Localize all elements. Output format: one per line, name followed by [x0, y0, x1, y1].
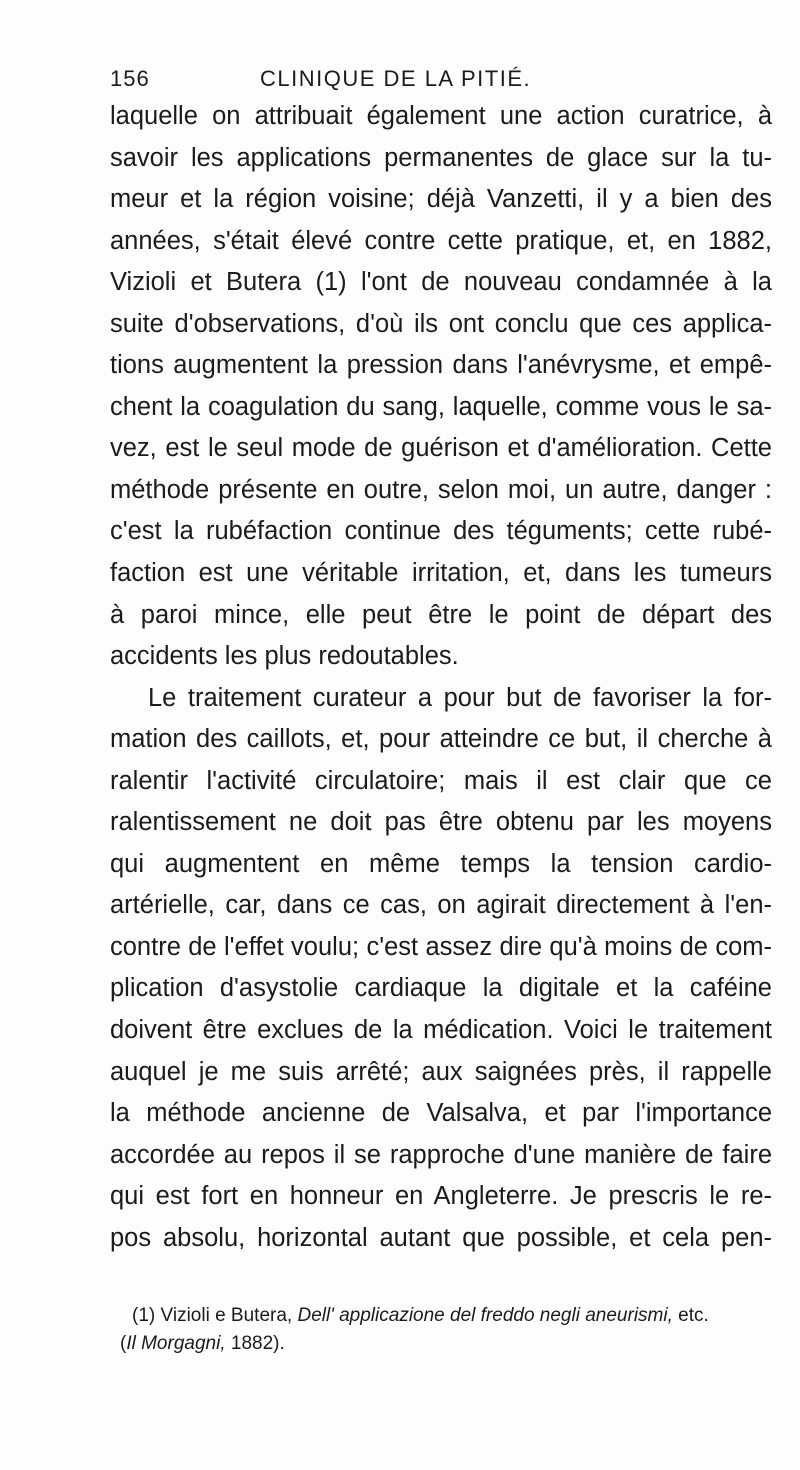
footnote-etc: etc. [678, 1305, 709, 1326]
text-line: tions augmentent la pression dans l'anévrysme, et empê- [110, 351, 772, 380]
text-line: plication d'asystolie cardiaque la digitale et la caféine [110, 974, 772, 1003]
text-line: artérielle, car, dans ce cas, on agirait directement à l'en- [110, 891, 772, 920]
text-line: à paroi mince, elle peut être le point de départ des [110, 600, 772, 629]
footnote-authors: Vizioli e Butera, [160, 1305, 293, 1326]
text-line: vez, est le seul mode de guérison et d'amélioration. Cette [110, 434, 772, 463]
text-line: suite d'observations, d'où ils ont conclu que ces applica- [110, 309, 772, 338]
text-line: Le traitement curateur a pour but de favoriser la for- [148, 683, 772, 712]
text-line: chent la coagulation du sang, laquelle, comme vous le sa- [110, 392, 772, 421]
text-line: faction est une véritable irritation, et, dans les tumeurs [110, 559, 772, 588]
text-line: accidents les plus redoutables. [110, 642, 459, 671]
text-line: meur et la région voisine; déjà Vanzetti, il y a bien des [110, 185, 772, 214]
footnote-line [132, 1302, 772, 1330]
text-line: laquelle on attribuait également une action curatrice, à [110, 102, 772, 130]
page-number: 156 [110, 66, 150, 91]
footnote-close: ). [273, 1333, 285, 1354]
footnote-year: 1882 [230, 1333, 274, 1354]
page-header [110, 66, 770, 96]
text-line: mation des caillots, et, pour atteindre ce but, il cherche à [110, 725, 772, 754]
text-line: doivent être exclues de la médication. Voici le traitement [110, 1016, 772, 1045]
footnote-journal: Il Morgagni, [126, 1333, 226, 1354]
running-title: CLINIQUE DE LA PITIÉ. [260, 66, 532, 91]
footnote-open-paren: ( [120, 1333, 127, 1354]
text-line: méthode présente en outre, selon moi, un autre, danger : [110, 475, 772, 504]
text-line: ralentir l'activité circulatoire; mais il est clair que ce [110, 766, 772, 795]
text-line: la méthode ancienne de Valsalva, et par l'importance [110, 1099, 772, 1128]
footnote [120, 1302, 772, 1358]
text-line: ralentissement ne doit pas être obtenu par les moyens [110, 808, 772, 837]
text-line: qui est fort en honneur en Angleterre. Je prescris le re- [110, 1182, 772, 1211]
text-line: qui augmentent en même temps la tension cardio- [110, 849, 772, 878]
footnote-line [120, 1330, 772, 1358]
text-line: c'est la rubéfaction continue des téguments; cette rubé- [110, 517, 772, 546]
footnote-marker: (1) [132, 1305, 156, 1326]
text-line: pos absolu, horizontal autant que possible, et cela pen- [110, 1223, 772, 1252]
text-line: accordée au repos il se rapproche d'une manière de faire [110, 1140, 772, 1169]
text-line: années, s'était élevé contre cette pratique, et, en 1882, [110, 226, 772, 255]
body-text [110, 96, 772, 1259]
text-line: Vizioli et Butera (1) l'ont de nouveau condamnée à la [110, 268, 772, 297]
text-line: auquel je me suis arrêté; aux saignées près, il rappelle [110, 1057, 772, 1086]
footnote-title: Dell' applicazione del freddo negli aneurismi, [297, 1305, 673, 1326]
text-line: contre de l'effet voulu; c'est assez dire qu'à moins de com- [110, 932, 772, 961]
text-line: savoir les applications permanentes de glace sur la tu- [110, 143, 772, 172]
